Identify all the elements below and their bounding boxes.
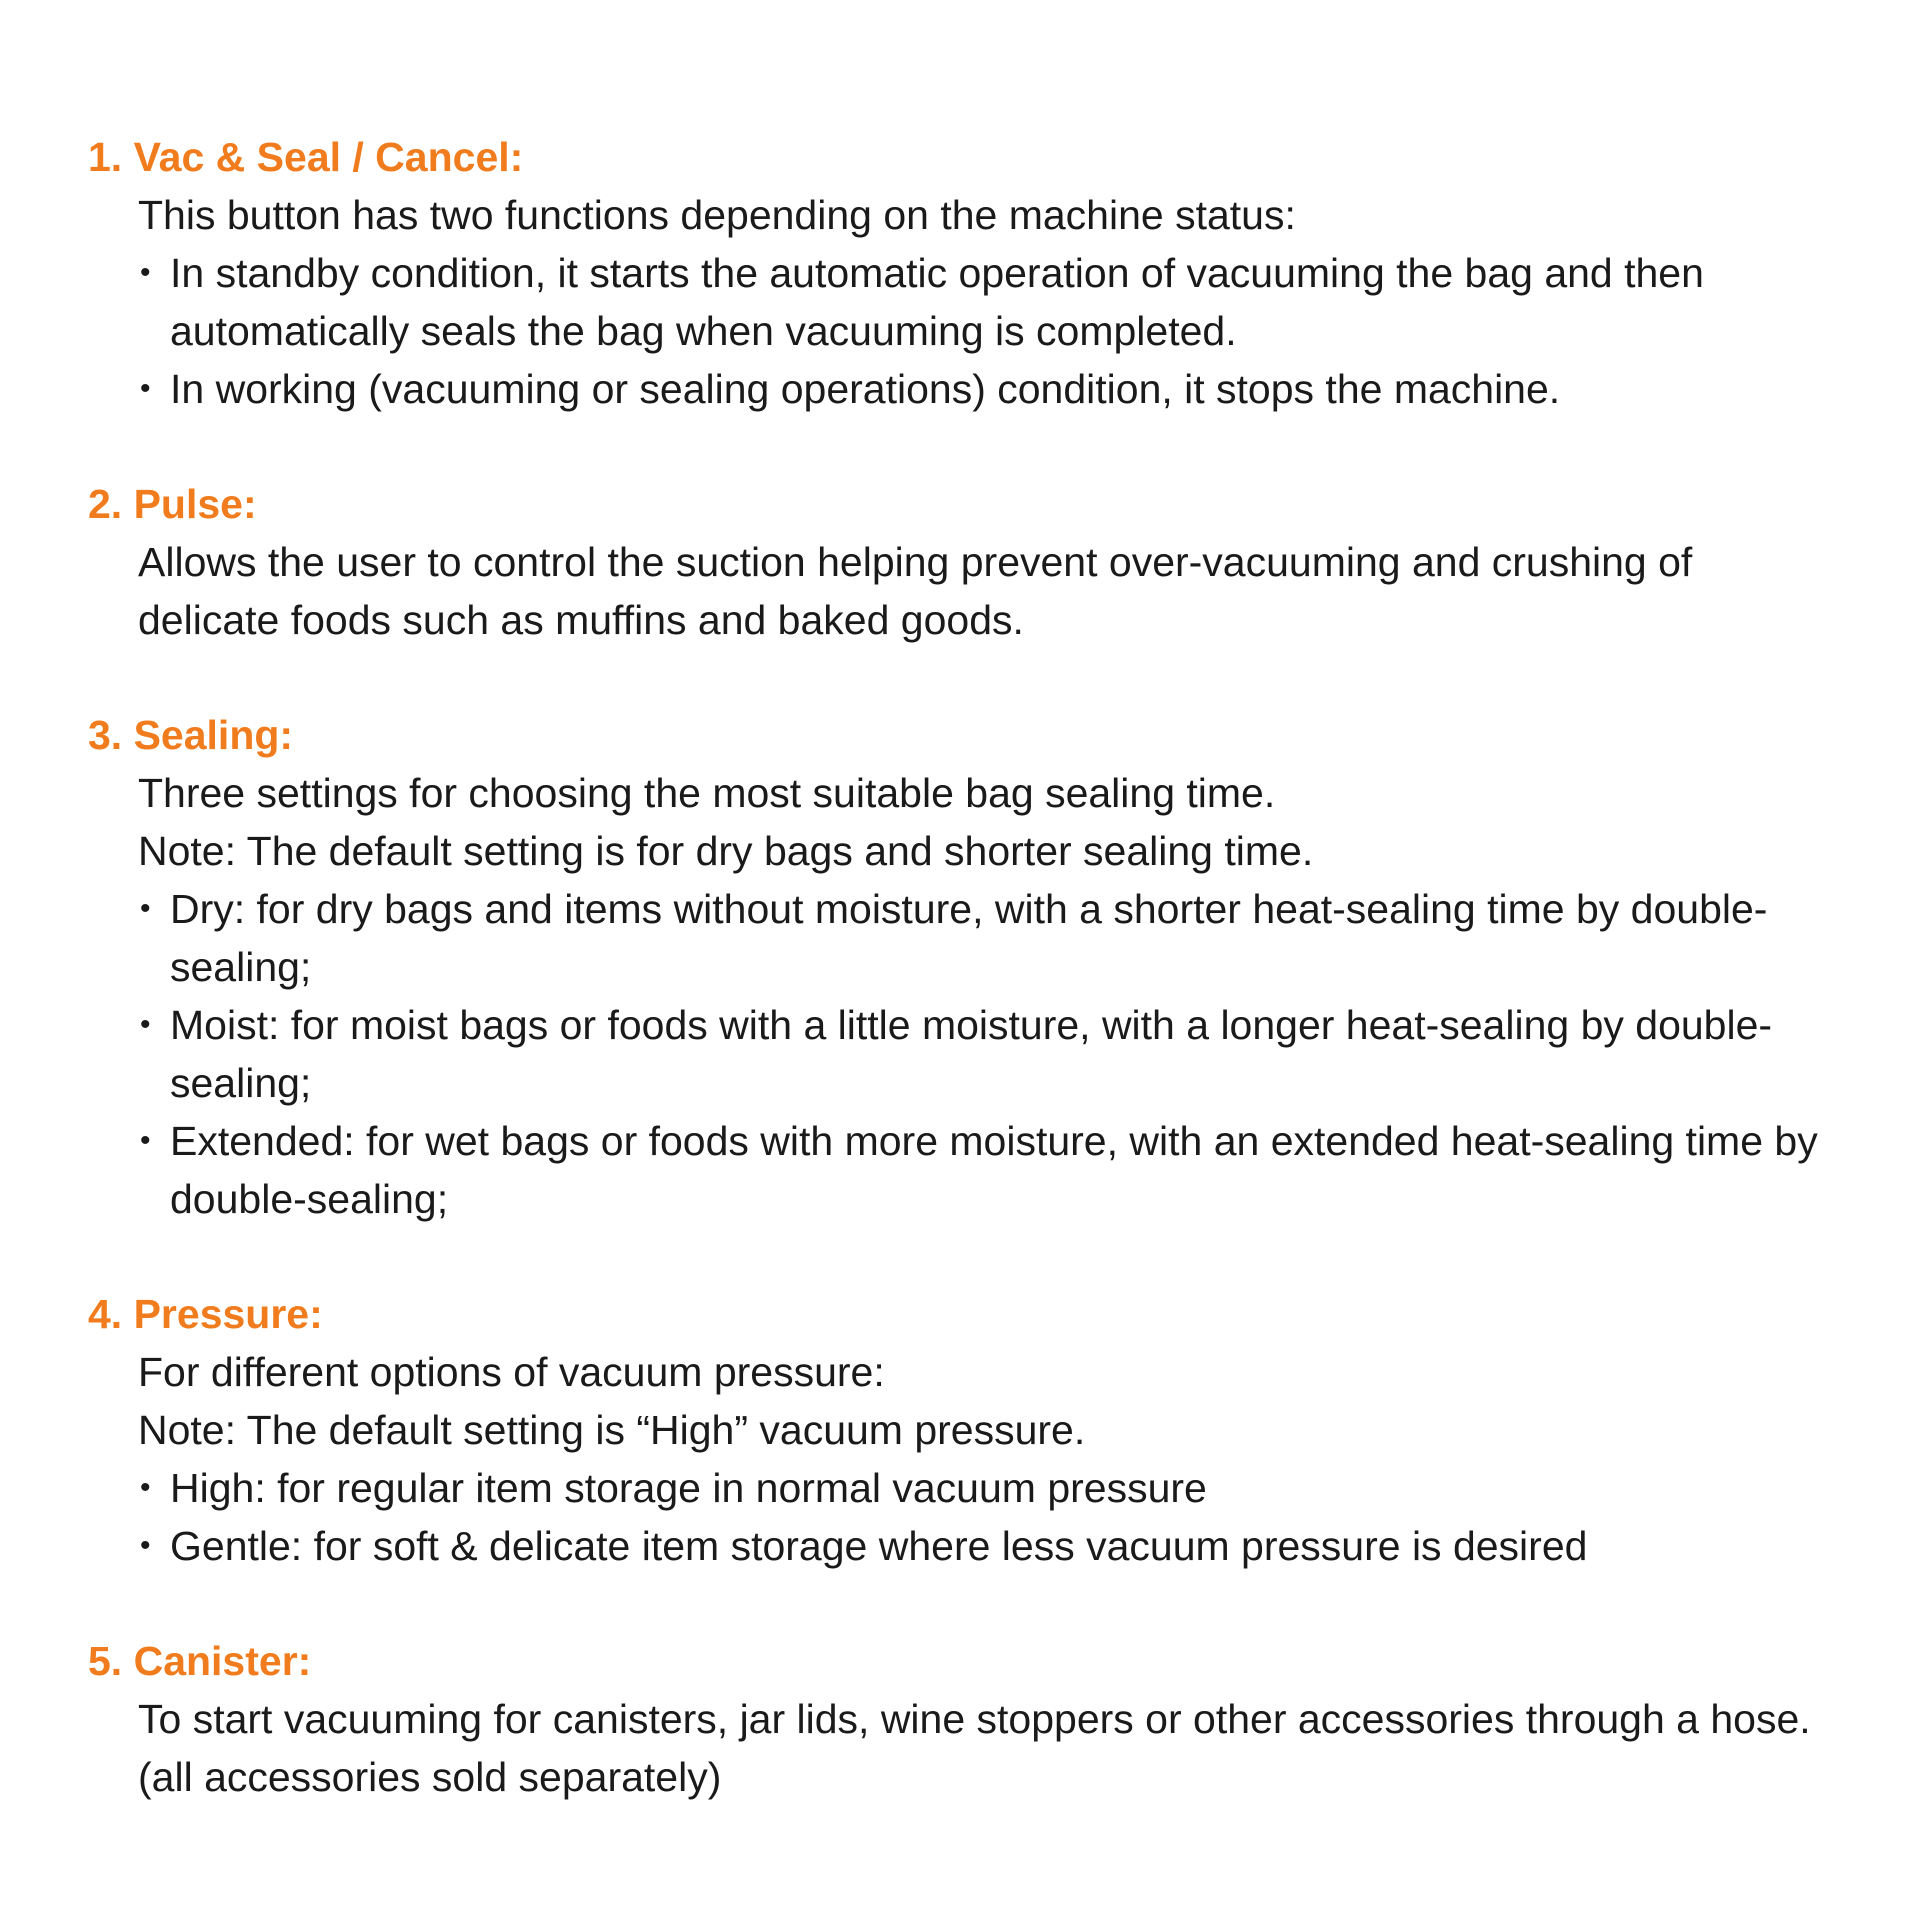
bullet-text: Extended: for wet bags or foods with more moisture, with an extended heat-sealing time by double-sealing; <box>170 1118 1818 1222</box>
section-paragraph: Allows the user to control the suction helping prevent over-vacuuming and crushing of delicate foods such as muffins and baked goods. <box>138 539 1693 643</box>
bullet-dot-icon: • <box>140 1471 151 1504</box>
bullet-item <box>140 360 1810 418</box>
section-sealing <box>88 706 1888 1228</box>
section-pulse <box>88 475 1888 649</box>
bullet-text: In standby condition, it starts the automatic operation of vacuuming the bag and then automatically seals the bag when vacuuming is completed. <box>170 250 1704 354</box>
bullet-item <box>140 1112 1860 1228</box>
bullet-dot-icon: • <box>140 1124 151 1157</box>
bullet-dot-icon: • <box>140 892 151 925</box>
bullet-dot-icon: • <box>140 256 151 289</box>
bullet-dot-icon: • <box>140 1529 151 1562</box>
section-heading: 4. Pressure: <box>88 1291 323 1337</box>
bullet-text: Moist: for moist bags or foods with a little moisture, with a longer heat-sealing by double-sealing; <box>170 1002 1773 1106</box>
bullet-text: High: for regular item storage in normal vacuum pressure <box>170 1465 1207 1511</box>
bullet-text: Dry: for dry bags and items without moisture, with a shorter heat-sealing time by double-sealing; <box>170 886 1768 990</box>
section-paragraph: For different options of vacuum pressure: <box>138 1349 885 1395</box>
section-heading: 2. Pulse: <box>88 481 257 527</box>
section-heading: 5. Canister: <box>88 1638 312 1684</box>
bullet-item <box>140 244 1810 360</box>
section-heading: 1. Vac & Seal / Cancel: <box>88 134 524 180</box>
section-vac-seal-cancel <box>88 128 1888 418</box>
bullet-item <box>140 1459 1860 1517</box>
bullet-item <box>140 880 1860 996</box>
bullet-text: In working (vacuuming or sealing operations) condition, it stops the machine. <box>170 366 1561 412</box>
section-note: Note: The default setting is for dry bags and shorter sealing time. <box>138 828 1314 874</box>
bullet-text: Gentle: for soft & delicate item storage where less vacuum pressure is desired <box>170 1523 1588 1569</box>
section-paragraph: This button has two functions depending on the machine status: <box>138 192 1296 238</box>
section-note: Note: The default setting is “High” vacuum pressure. <box>138 1407 1086 1453</box>
section-canister <box>88 1632 1888 1806</box>
bullet-item <box>140 1517 1860 1575</box>
section-heading: 3. Sealing: <box>88 712 294 758</box>
section-paragraph: Three settings for choosing the most suitable bag sealing time. <box>138 770 1276 816</box>
instruction-page <box>88 128 1888 1863</box>
bullet-dot-icon: • <box>140 372 151 405</box>
bullet-item <box>140 996 1860 1112</box>
bullet-dot-icon: • <box>140 1008 151 1041</box>
section-pressure <box>88 1285 1888 1575</box>
section-paragraph: To start vacuuming for canisters, jar lids, wine stoppers or other accessories through a hose. (all accessories sold separately) <box>138 1696 1811 1800</box>
